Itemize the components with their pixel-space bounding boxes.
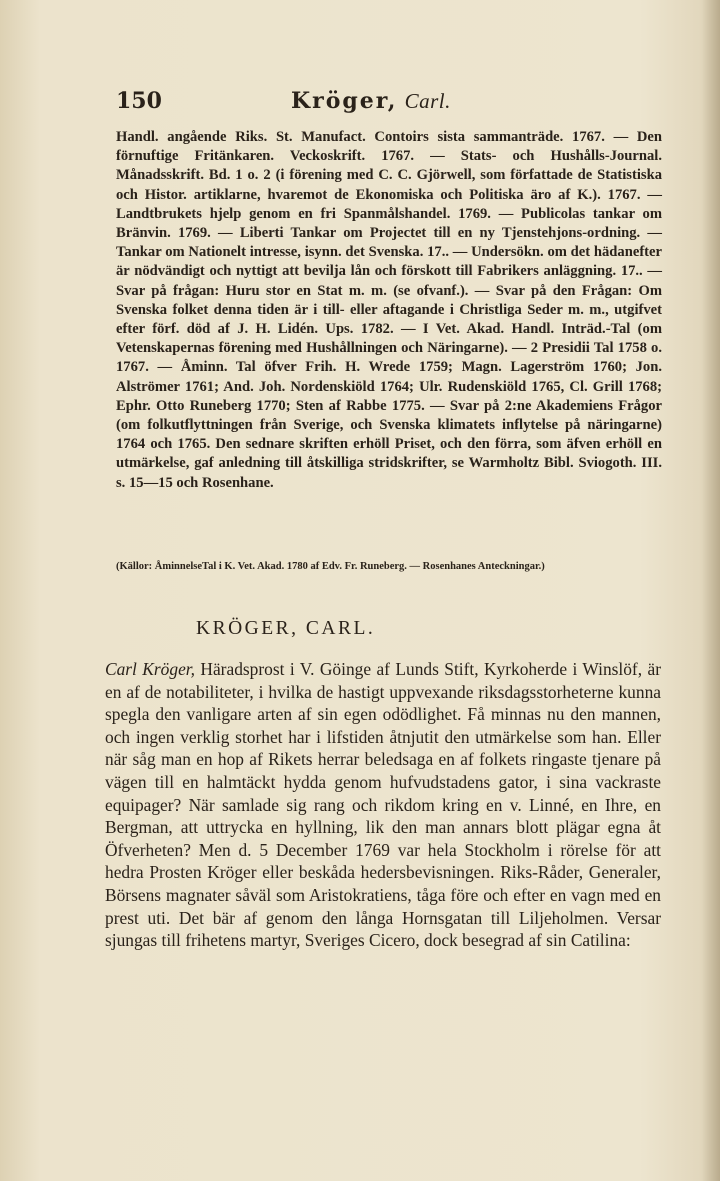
entry-paragraph — [105, 658, 661, 952]
page-edge-shadow — [702, 0, 720, 1181]
page-header — [116, 88, 661, 122]
previous-entry-bibliography — [116, 128, 662, 493]
bibliography-text: Handl. angående Riks. St. Manufact. Contoirs sista sammanträde. 1767. — Den förnuftige Fritänkaren. Veckoskrift. 1767. — Stats- och Hushålls-Journal. Månadsskrift. Bd. 1 o. 2 (i förening med C. C. Gjörwell, som författade de Statistiska och Histor. artiklarne, hvaremot de Ekonomiska och Politiska äro af K.). 1767. — Landtbrukets hjelp genom en fri Spanmålshandel. 1769. — Publicolas tankar om Bränvin. 1769. — Liberti Tankar om Projectet till en ny Tjenstehjons-ordning. — Tankar om Nationelt intresse, isynn. det Svenska. 17.. — Undersökn. om det hädanefter är nödvändigt och nyttigt att bevilja lån och förskott till Fabrikers anläggning. 17.. — Svar på frågan: Huru stor en Stat m. m. (se ofvanf.). — Svar på den Frågan: Om Svenska folket denna tiden är i till- eller aftagande i Christliga Seder m. m., utgifvet efter förf. död af J. H. Lidén. Ups. 1782. — I Vet. Akad. Handl. Inträd.-Tal (om Vetenskapernas förening med Hushållningen och Näringarne). — 2 Presidii Tal 1758 o. 1767. — Åminn. Tal öfver Frih. H. Wrede 1759; Magn. Lagerström 1760; Jon. Alströmer 1761; And. Joh. Nordenskiöld 1764; Ulr. Rudenskiöld 1765, Cl. Grill 1768; Ephr. Otto Runeberg 1770; Sten af Rabbe 1775. — Svar på 2:ne Akademiens Frågor (om folkutflyttningen från Sverige, och Svenska klimatets inflytelse på näringarne) 1764 och 1765. Den sednare skriften erhöll Priset, och den förra, som äfven erhöll en utmärkelse, gaf anledning till åtskilliga stridskrifter, se Warmholtz Bibl. Sviogoth. III. s. 15—15 och Rosenhane. — [116, 129, 662, 491]
entry-title: KRÖGER, CARL. — [196, 618, 376, 639]
sources-text: (Källor: ÅminnelseTal i K. Vet. Akad. 1780 af Edv. Fr. Runeberg. — Rosenhanes Anteckningar.) — [116, 561, 545, 572]
page-number: 150 — [116, 88, 162, 114]
entry-name: Carl Kröger, — [105, 659, 195, 679]
entry-body — [105, 658, 661, 952]
running-head-name: Kröger, — [291, 88, 398, 114]
running-head — [291, 88, 451, 114]
sources-note — [116, 560, 662, 574]
entry-text: Häradsprost i V. Göinge af Lunds Stift, Kyrkoherde i Winslöf, är en af de notabiliteter, i hvilka de hastigt uppvexande riksdagsstorheterne kunna spegla den vanligare arten af sin egen odödlighet. Få minnas nu den mannen, och ingen verklig storhet har i lifstiden åtnjutit den utmärkelse som han. Eller när såg man en hop af Rikets herrar beledsaga en af folkets ringaste tjenare på vägen till en halmtäckt hydda genom hufvudstadens gator, i sina vackraste equipager? När samlade sig rang och rikdom kring en v. Linné, en Ihre, en Bergman, att uttrycka en hyllning, lik den man annars blott plägar egna åt Öfverheten? Men d. 5 December 1769 var hela Stockholm i rörelse för att hedra Prosten Kröger eller beskåda hedersbevisningen. Riks-Råder, Generaler, Börsens magnater såväl som Aristokratiens, tåga före och efter en vagn med en prest uti. Det bär af genom den långa Hornsgatan till Liljeholmen. Versar sjungas till frihetens martyr, Sveriges Cicero, dock besegrad af sin Catilina: — [105, 659, 661, 951]
running-head-given: Carl. — [404, 89, 451, 113]
